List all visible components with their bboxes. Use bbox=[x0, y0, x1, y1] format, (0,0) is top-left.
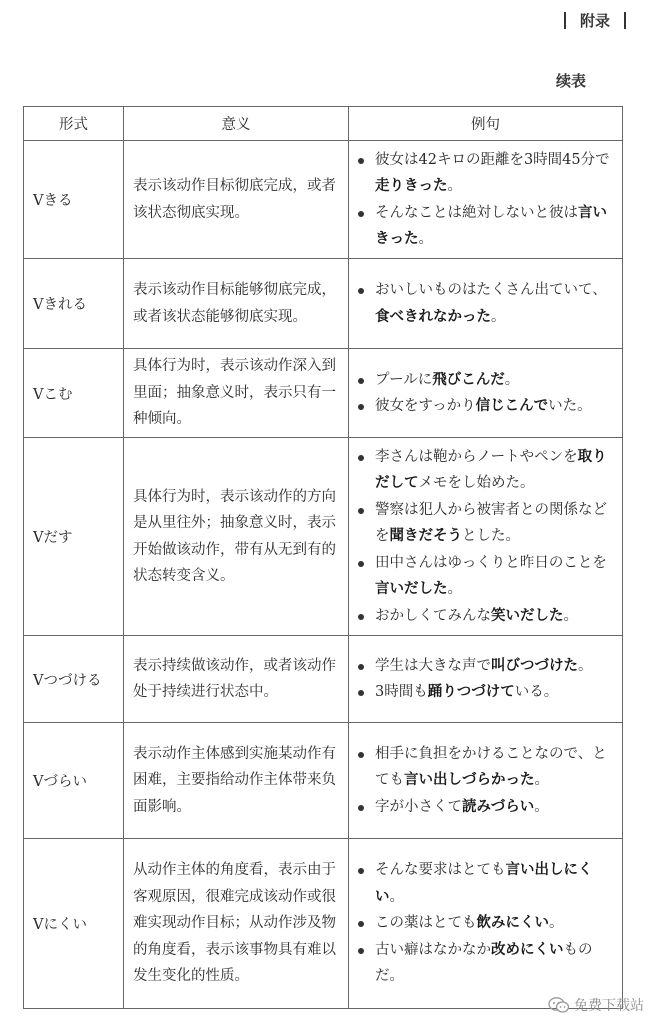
sentence-text: いた。 bbox=[548, 398, 592, 414]
sentence-text: 李さんは鞄からノートやペンを bbox=[375, 448, 578, 465]
bullet-icon bbox=[358, 455, 364, 461]
sentence-text: 。 bbox=[491, 308, 506, 325]
meaning-cell: 表示持续做该动作，或者该动作处于持续进行状态中。 bbox=[124, 636, 349, 723]
example-list bbox=[357, 367, 616, 420]
sentence-text: いる。 bbox=[514, 684, 559, 700]
example-list bbox=[357, 277, 616, 330]
sentence-text: 学生は大きな声で bbox=[375, 657, 491, 674]
example-sentence bbox=[357, 147, 616, 200]
column-header-meaning: 意义 bbox=[124, 107, 349, 141]
header-section-title: 附录 bbox=[579, 12, 610, 30]
form-cell: Vつづける bbox=[24, 636, 124, 723]
examples-cell bbox=[349, 839, 623, 1009]
bullet-icon bbox=[358, 948, 364, 954]
table-row bbox=[24, 839, 623, 1009]
meaning-cell: 具体行为时，表示该动作深入到里面；抽象意义时，表示只有一种倾向。 bbox=[124, 349, 349, 438]
meaning-cell: 表示该动作目标能够彻底完成，或者该状态能够彻底实现。 bbox=[124, 259, 349, 349]
highlighted-expression: 走りきった bbox=[375, 177, 448, 194]
watermark-text: 免费下载站 bbox=[574, 998, 644, 1014]
example-sentence bbox=[357, 444, 616, 497]
example-list bbox=[357, 147, 616, 253]
bullet-icon bbox=[358, 805, 364, 811]
sentence-text: 。 bbox=[504, 371, 520, 388]
bullet-icon bbox=[358, 921, 364, 927]
highlighted-expression: 言いだした bbox=[375, 580, 448, 598]
meaning-cell: 表示动作主体感到实施某动作有困难，主要指给动作主体带来负面影响。 bbox=[124, 723, 349, 839]
sentence-text: そんなことは絶対しないと彼は bbox=[375, 204, 578, 221]
sentence-text: 田中さんはゆっくりと昨日のことを bbox=[375, 554, 607, 571]
table-row bbox=[24, 438, 623, 636]
form-cell: Vだす bbox=[24, 438, 124, 636]
sentence-text: 彼女をすっかり bbox=[375, 398, 476, 414]
bullet-icon bbox=[358, 690, 364, 696]
sentence-text: 。 bbox=[534, 798, 549, 815]
sentence-text: 字が小さくて bbox=[375, 798, 462, 815]
example-sentence bbox=[357, 857, 616, 910]
sentence-text: メモをし始めた。 bbox=[418, 475, 535, 492]
highlighted-expression: 食べきれなかった bbox=[375, 307, 491, 325]
example-sentence bbox=[357, 277, 616, 330]
highlighted-expression: 聞きだそう bbox=[389, 527, 462, 545]
highlighted-expression: 踊りつづけて bbox=[427, 683, 515, 700]
header-left-bar bbox=[564, 12, 566, 29]
example-list bbox=[357, 857, 616, 990]
sentence-text: ものだ。 bbox=[375, 941, 593, 985]
sentence-text: この薬はとても bbox=[375, 915, 477, 932]
bullet-icon bbox=[358, 158, 364, 164]
example-sentence bbox=[357, 937, 616, 990]
form-cell: Vきれる bbox=[24, 259, 124, 349]
sentence-text: 相手に負担をかけることなので、とても bbox=[375, 745, 607, 789]
form-cell: Vづらい bbox=[24, 723, 124, 839]
highlighted-expression: 言い出しづらかった bbox=[404, 771, 535, 789]
highlighted-expression: 取りだして bbox=[375, 447, 607, 492]
example-list bbox=[357, 444, 616, 630]
form-cell: Vきる bbox=[24, 141, 124, 259]
sentence-text: 彼女は42キロの距離を3時間45分で bbox=[375, 151, 610, 168]
sentence-text: 。 bbox=[578, 657, 593, 674]
grammar-table bbox=[23, 106, 623, 1009]
examples-cell bbox=[349, 438, 623, 636]
bullet-icon bbox=[358, 211, 364, 217]
sentence-text: 。 bbox=[549, 915, 564, 932]
bullet-icon bbox=[358, 508, 364, 514]
table-row bbox=[24, 636, 623, 723]
bullet-icon bbox=[358, 664, 364, 670]
continued-label: 续表 bbox=[556, 72, 587, 90]
meaning-cell: 具体行为时，表示该动作的方向是从里往外；抽象意义时，表示开始做该动作，带有从无到有的状态转变含义。 bbox=[124, 438, 349, 636]
sentence-text: 。 bbox=[447, 178, 462, 194]
bullet-icon bbox=[358, 288, 364, 294]
example-sentence bbox=[357, 741, 616, 794]
highlighted-expression: 笑いだした bbox=[491, 606, 564, 624]
bullet-icon bbox=[358, 868, 364, 874]
examples-cell bbox=[349, 141, 623, 259]
running-header bbox=[564, 10, 626, 31]
sentence-text: おかしくてみんな bbox=[375, 607, 491, 624]
sentence-text: 。 bbox=[389, 888, 404, 905]
sentence-text: 。 bbox=[418, 231, 433, 247]
highlighted-expression: 言い出しにくい bbox=[375, 861, 593, 905]
example-sentence bbox=[357, 550, 616, 603]
bullet-icon bbox=[358, 614, 364, 620]
highlighted-expression: 読みづらい bbox=[462, 797, 535, 815]
highlighted-expression: 改めにくい bbox=[491, 940, 564, 958]
highlighted-expression: 叫びつづけた bbox=[491, 656, 578, 674]
sentence-text: 。 bbox=[563, 607, 578, 624]
bullet-icon bbox=[358, 404, 364, 410]
sentence-text: 古い癖はなかなか bbox=[375, 941, 491, 958]
column-header-examples: 例句 bbox=[349, 107, 623, 141]
table-row bbox=[24, 259, 623, 349]
form-cell: Vこむ bbox=[24, 349, 124, 438]
example-list bbox=[357, 741, 616, 821]
table-row bbox=[24, 349, 623, 438]
sentence-text: 警察は犯人から被害者との関係などを bbox=[375, 501, 607, 545]
sentence-text: とした。 bbox=[462, 528, 520, 545]
examples-cell bbox=[349, 636, 623, 723]
example-sentence bbox=[357, 910, 616, 937]
highlighted-expression: 飲みにくい bbox=[476, 914, 549, 932]
examples-cell bbox=[349, 723, 623, 839]
sentence-text: 。 bbox=[534, 772, 549, 789]
examples-cell bbox=[349, 259, 623, 349]
meaning-cell: 表示该动作目标彻底完成，或者该状态彻底实现。 bbox=[124, 141, 349, 259]
sentence-text: おいしいものはたくさん出ていて、 bbox=[375, 282, 607, 298]
table-body bbox=[24, 141, 623, 1009]
watermark bbox=[548, 995, 644, 1015]
example-sentence bbox=[357, 393, 616, 420]
bullet-icon bbox=[358, 561, 364, 567]
sentence-text: 3時間も bbox=[375, 684, 428, 700]
table-row bbox=[24, 723, 623, 839]
table-header-row bbox=[24, 107, 623, 141]
sentence-text: そんな要求はとても bbox=[375, 862, 506, 879]
highlighted-expression: 飛びこんだ bbox=[432, 370, 505, 388]
example-sentence bbox=[357, 679, 616, 706]
table-row bbox=[24, 141, 623, 259]
highlighted-expression: 言いきった bbox=[375, 203, 607, 247]
sentence-text: 。 bbox=[447, 581, 462, 598]
highlighted-expression: 信じこんで bbox=[475, 397, 549, 414]
bullet-icon bbox=[358, 378, 364, 384]
example-sentence bbox=[357, 794, 616, 821]
sentence-text: プールに bbox=[375, 371, 433, 388]
example-sentence bbox=[357, 200, 616, 253]
meaning-cell: 从动作主体的角度看，表示由于客观原因，很难完成该动作或很难实现动作目标；从动作涉及物的角度看，表示该事物具有难以发生变化的性质。 bbox=[124, 839, 349, 1009]
bullet-icon bbox=[358, 752, 364, 758]
column-header-form: 形式 bbox=[24, 107, 124, 141]
example-sentence bbox=[357, 367, 616, 394]
examples-cell bbox=[349, 349, 623, 438]
example-sentence bbox=[357, 603, 616, 630]
header-right-bar bbox=[624, 12, 626, 29]
wechat-icon bbox=[548, 996, 570, 1014]
example-list bbox=[357, 653, 616, 706]
form-cell: Vにくい bbox=[24, 839, 124, 1009]
example-sentence bbox=[357, 653, 616, 680]
example-sentence bbox=[357, 497, 616, 550]
